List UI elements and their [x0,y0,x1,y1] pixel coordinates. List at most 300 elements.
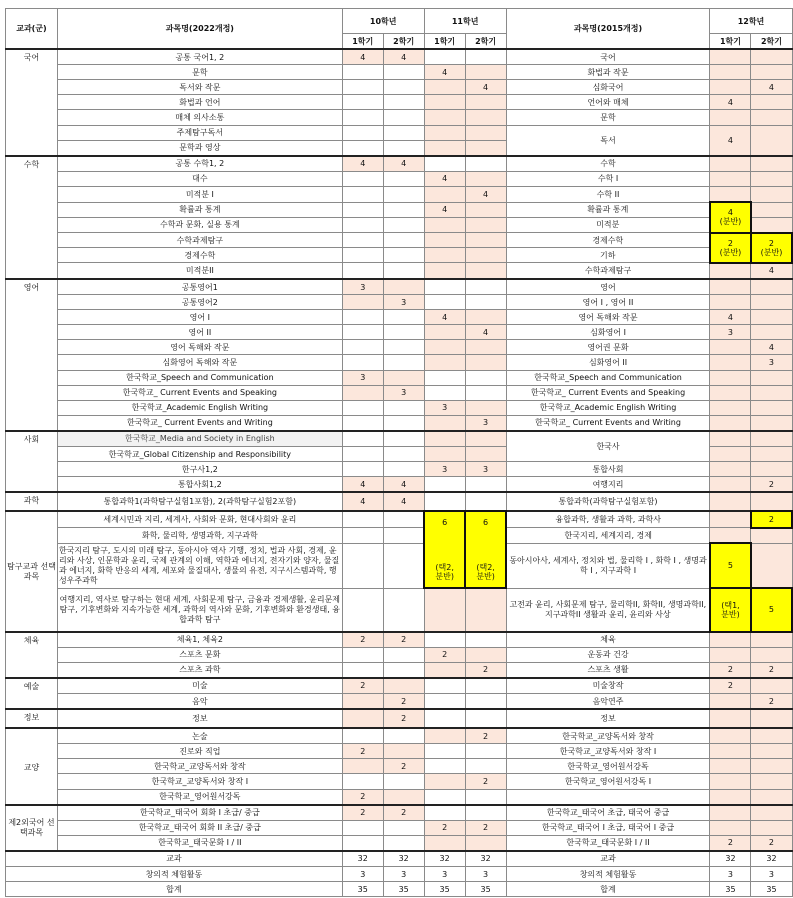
total-value: 35 [710,882,751,897]
subject-2015: 확률과 통계 [506,202,710,217]
hours-cell [710,820,751,835]
hours-cell [342,355,383,370]
subject-2015: 한국사 [506,431,710,462]
hours-cell [424,632,465,648]
hours-cell [710,65,751,80]
total-value: 3 [710,867,751,882]
hours-cell: 4 [710,95,751,110]
hours-cell: 2 [465,774,506,789]
subject-2022: 한국학교_태국문화 I / II [57,835,342,851]
hours-cell: 3 [383,385,424,400]
hours-cell [751,310,792,325]
hours-cell: 2 [383,709,424,728]
hours-cell: 3 [424,462,465,477]
hours-cell [342,588,383,632]
subject-2022: 체육1, 체육2 [57,632,342,648]
subject-2015: 한국학교_ Current Events and Speaking [506,385,710,400]
header-grade11: 11학년 [424,9,506,34]
table-row [6,310,793,325]
subject-2022: 영어 독해와 작문 [57,340,342,355]
hours-cell: 3 [710,325,751,340]
subject-2022: 공통 수학1, 2 [57,156,342,172]
hours-cell [342,325,383,340]
hours-cell: 3 [342,370,383,385]
hours-cell [383,543,424,588]
subject-2015: 수학 I [506,171,710,186]
total-label: 교과 [6,851,343,867]
hours-cell [383,528,424,544]
subject-2022: 매체 의사소통 [57,110,342,125]
hours-cell [710,431,751,447]
hours-cell [751,156,792,172]
hours-cell [383,233,424,248]
table-row [6,588,793,632]
hours-cell [465,744,506,759]
hours-cell [383,186,424,202]
subject-2015: 여행지리 [506,477,710,493]
hours-cell [465,370,506,385]
hours-cell [383,744,424,759]
header-semester: 1학기 [424,34,465,50]
total-value: 35 [342,882,383,897]
subject-2015: 영어 I , 영어 II [506,295,710,310]
hours-cell [424,140,465,156]
hours-cell [751,678,792,694]
hours-cell [383,370,424,385]
hours-cell [751,325,792,340]
subject-2022: 논술 [57,728,342,744]
subject-2015: 경제수학 [506,233,710,248]
hours-cell [465,355,506,370]
hours-cell [465,678,506,694]
hours-cell [424,415,465,431]
total-value: 3 [383,867,424,882]
hours-cell [751,647,792,662]
subject-2022: 한구사1,2 [57,462,342,477]
hours-cell [424,125,465,140]
hours-cell [342,202,383,217]
hours-cell [751,789,792,805]
hours-cell [751,49,792,65]
subject-2015: 정보 [506,709,710,728]
hours-cell [710,49,751,65]
subject-2022: 영어 I [57,310,342,325]
hours-cell [342,662,383,678]
hours-cell [710,774,751,789]
hours-cell [383,171,424,186]
hours-cell: 2 [383,759,424,774]
hours-cell [383,125,424,140]
table-row [6,385,793,400]
hours-cell [424,279,465,295]
hours-cell [383,65,424,80]
subject-2015: 한국지리, 세계지리, 경제 [506,528,710,544]
subject-2022: 한국학교_교양독서와 창작 [57,759,342,774]
hours-cell [465,49,506,65]
hours-cell [342,248,383,263]
hours-cell [751,805,792,821]
subject-2022: 한국지리 탐구, 도시의 미래 탐구, 동아시아 역사 기행, 정치, 법과 사회, 경제, 윤리와 사상, 인문학과 윤리, 국제 관계의 이해, 역학과 에너지, 전자기와 양자, 물질과 에너지, 화학 반응의 세계, 세포와 물질대사, 생물의 유전, 지구시스템과학, 행성우주과학 [57,543,342,588]
hours-cell: 4 [710,125,751,156]
hours-cell [751,744,792,759]
subject-2022: 수학과제탐구 [57,233,342,248]
hours-cell: 2 [710,678,751,694]
hours-cell [342,95,383,110]
total-value: 32 [342,851,383,867]
hours-cell [465,95,506,110]
category-korean: 국어 [6,49,58,156]
table-row [6,477,793,493]
subject-2015: 고전과 윤리, 사회문제 탐구, 물리학II, 화학II, 생명과학II, 지구과학II 생활과 윤리, 윤리와 사상 [506,588,710,632]
total-value: 35 [383,882,424,897]
subject-2022: 수학과 문화, 실용 통계 [57,217,342,233]
table-row [6,528,793,544]
hours-cell [424,233,465,248]
subject-2015: 수학 II [506,186,710,202]
hours-cell: 2 [751,511,792,527]
subject-2015: 영어 독해와 작문 [506,310,710,325]
subject-2022: 주제탐구독서 [57,125,342,140]
hours-cell [751,709,792,728]
hours-cell [342,543,383,588]
subject-2022: 미적분 I [57,186,342,202]
hours-cell [342,647,383,662]
hours-cell [424,263,465,279]
table-row [6,820,793,835]
hours-cell [383,678,424,694]
hours-cell [383,217,424,233]
hours-cell [465,248,506,263]
subject-2015: 한국학교_영어원서강독 I [506,774,710,789]
hours-cell [751,110,792,125]
subject-2022: 미적분II [57,263,342,279]
hours-cell [751,65,792,80]
hours-cell [424,662,465,678]
category-math: 수학 [6,156,58,279]
hours-cell [465,789,506,805]
hours-cell [710,462,751,477]
total-label: 합계 [6,882,343,897]
subject-2022: 한국학교_태국어 회화 II 초급/ 중급 [57,820,342,835]
table-row [6,415,793,431]
subject-2022: 통합사회1,2 [57,477,342,493]
hours-cell [710,477,751,493]
table-row [6,49,793,65]
total-row [6,882,793,897]
subject-2015: 한국학교_ Current Events and Writing [506,415,710,431]
hours-cell [342,511,383,527]
hours-cell [424,744,465,759]
table-row [6,355,793,370]
table-row [6,678,793,694]
hours-cell [710,186,751,202]
table-row [6,543,793,588]
hours-cell [342,340,383,355]
hours-cell [383,789,424,805]
subject-2015: 독서 [506,125,710,156]
subject-2015: 한국학교_Speech and Communication [506,370,710,385]
hours-cell [465,263,506,279]
subject-2022: 화학, 물리학, 생명과학, 지구과학 [57,528,342,544]
subject-2015: 한국학교_교양독서와 창작 I [506,744,710,759]
hours-cell: 2 [342,805,383,821]
subject-2022: 여행지리, 역사로 탐구하는 현대 세계, 사회문제 탐구, 금융과 경제생활, 윤리문제 탐구, 기후변화와 지속가능한 세계, 과학의 역사와 문화, 기후변화와 환경생태, 융합과학 탐구 [57,588,342,632]
hours-cell [342,140,383,156]
hours-cell [710,355,751,370]
hours-cell: 2 [465,662,506,678]
subject-2022: 대수 [57,171,342,186]
hours-cell [710,385,751,400]
header-category: 교과(군) [6,9,58,50]
hours-cell [710,632,751,648]
hours-cell [342,400,383,415]
hours-cell [710,744,751,759]
hours-cell [383,462,424,477]
hours-cell [465,447,506,462]
split-note: (분반) [760,247,783,257]
hours-cell [383,431,424,447]
subject-2022: 공통영어1 [57,279,342,295]
hours-cell [342,263,383,279]
hours-cell [465,233,506,248]
hours-cell [710,156,751,172]
total-value: 3 [751,867,792,882]
header-semester: 2학기 [751,34,792,50]
total-row [6,851,793,867]
hours-cell [342,709,383,728]
hours-cell: 3 [751,355,792,370]
hours-cell [424,431,465,447]
hours-cell [342,110,383,125]
hours-cell [465,709,506,728]
table-row [6,110,793,125]
category-english: 영어 [6,279,58,431]
hours-cell [383,310,424,325]
table-row [6,511,793,527]
inquiry-elective-hours [465,511,506,588]
subject-2022: 정보 [57,709,342,728]
hours-cell [342,693,383,709]
hours-cell [710,263,751,279]
hours-cell [751,820,792,835]
hours-cell [465,171,506,186]
hours-cell [710,110,751,125]
hours-cell [710,295,751,310]
category-social: 사회 [6,431,58,492]
subject-2022: 공통 국어1, 2 [57,49,342,65]
subject-2015: 음악연주 [506,693,710,709]
hours-cell [710,447,751,462]
hours-cell [424,248,465,263]
hours-cell [383,447,424,462]
hours-value: 4 [727,208,734,218]
hours-cell [465,647,506,662]
hours-cell [342,528,383,544]
table-row [6,709,793,728]
hours-cell: 2 [342,744,383,759]
table-row [6,728,793,744]
hours-cell [342,186,383,202]
subject-2015: 영어 [506,279,710,295]
hours-cell [710,400,751,415]
subject-2022: 한국학교_교양독서와 창작 I [57,774,342,789]
hours-cell: 2 [383,693,424,709]
hours-cell: 4 [424,310,465,325]
hours-cell [751,728,792,744]
hours-cell [383,415,424,431]
table-row [6,186,793,202]
inquiry-elective-hours: 5 [751,588,792,632]
table-row [6,744,793,759]
hours-cell [424,217,465,233]
hours-cell [424,325,465,340]
hours-cell: 4 [383,49,424,65]
header-grade10: 10학년 [342,9,424,34]
table-row [6,662,793,678]
subject-2022: 스포츠 과학 [57,662,342,678]
hours-cell [342,431,383,447]
hours-cell [342,310,383,325]
hours-cell [710,693,751,709]
hours-cell [383,80,424,95]
table-row [6,325,793,340]
hours-cell [465,400,506,415]
hours-cell: 4 [342,477,383,493]
hours-cell [342,728,383,744]
hours-cell [342,125,383,140]
subject-2015: 심화영어 II [506,355,710,370]
hours-cell [383,820,424,835]
header-grade12: 12학년 [710,9,792,34]
hours-cell: 4 [424,65,465,80]
hours-cell [342,295,383,310]
hours-cell [383,248,424,263]
hours-cell: 3 [465,462,506,477]
hours-cell [710,511,751,527]
hours-cell [424,477,465,493]
curriculum-table-wrap [5,8,793,897]
subject-2022: 한국학교_ Current Events and Writing [57,415,342,431]
hours-cell [424,186,465,202]
subject-2022: 음악 [57,693,342,709]
split-note: (택2, [476,563,495,573]
hours-cell [424,805,465,821]
curriculum-table [5,8,793,897]
table-row [6,759,793,774]
subject-2022: 한국학교_Academic English Writing [57,400,342,415]
hours-cell [424,49,465,65]
hours-cell [424,774,465,789]
hours-cell [465,156,506,172]
subject-2022: 문학과 영상 [57,140,342,156]
hours-cell [465,805,506,821]
hours-cell [465,477,506,493]
hours-cell [465,110,506,125]
hours-cell: 2 [342,678,383,694]
subject-2022: 한국학교_태국어 회화 I 초급/ 중급 [57,805,342,821]
hours-cell [424,355,465,370]
subject-2015: 한국학교_태국문화 I / II [506,835,710,851]
hours-cell [751,400,792,415]
header-semester: 2학기 [383,34,424,50]
hours-cell [424,110,465,125]
table-row [6,202,793,217]
hours-cell: 2 [465,820,506,835]
hours-cell [710,647,751,662]
subject-2015: 스포츠 생활 [506,662,710,678]
hours-cell [465,431,506,447]
subject-2022: 영어 II [57,325,342,340]
hours-cell: 4 [342,49,383,65]
hours-cell [342,820,383,835]
table-row [6,835,793,851]
split-note: 분반) [435,572,454,582]
table-row [6,217,793,233]
hours-cell [465,65,506,80]
hours-cell [383,325,424,340]
hours-cell: 4 [383,156,424,172]
table-row [6,295,793,310]
total-row [6,867,793,882]
hours-cell [424,156,465,172]
hours-cell [751,528,792,544]
hours-cell [342,462,383,477]
hours-cell [710,728,751,744]
hours-cell [383,355,424,370]
hours-cell [383,662,424,678]
category-inquiry: 탐구교과 선택과목 [6,511,58,631]
table-row [6,125,793,140]
hours-cell [465,492,506,511]
hours-cell [383,588,424,632]
hours-cell: 2 [342,632,383,648]
subject-2022: 진로와 직업 [57,744,342,759]
hours-cell [710,805,751,821]
subject-2015: 한국학교_교양독서와 창작 [506,728,710,744]
hours-cell [424,789,465,805]
hours-cell: 2 [465,728,506,744]
subject-2022: 한국학교_ Current Events and Speaking [57,385,342,400]
hours-cell: 3 [465,415,506,431]
split-note: 분반) [476,572,495,582]
table-row [6,279,793,295]
table-row [6,263,793,279]
hours-cell [710,789,751,805]
hours-cell [465,340,506,355]
hours-cell: 3 [383,295,424,310]
hours-cell [710,340,751,355]
hours-cell: 2 [751,662,792,678]
table-row [6,431,793,447]
hours-cell [424,447,465,462]
hours-cell [465,140,506,156]
total-label: 창의적 체험활동 [506,867,710,882]
hours-cell: 3 [424,400,465,415]
subject-2022: 경제수학 [57,248,342,263]
hours-cell [424,340,465,355]
hours-cell: 4 [342,156,383,172]
hours-cell: 4 [383,492,424,511]
hours-cell [424,295,465,310]
hours-cell [465,759,506,774]
hours-cell: 4 [710,310,751,325]
total-value: 32 [710,851,751,867]
table-row [6,80,793,95]
hours-cell [424,709,465,728]
table-row [6,370,793,385]
split-note: (분반) [719,247,742,257]
hours-cell [710,279,751,295]
